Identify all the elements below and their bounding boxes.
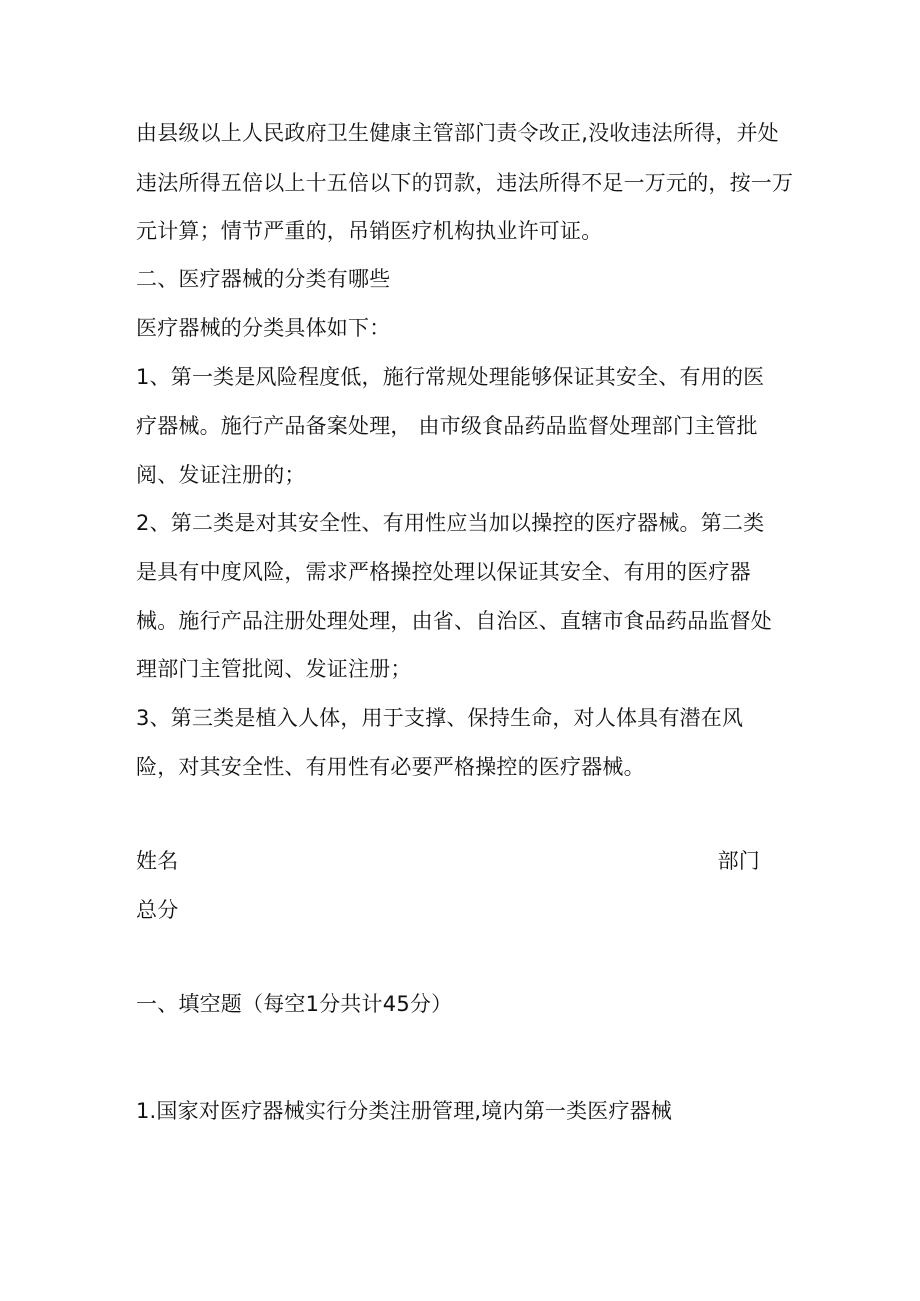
intro-line-3: 元计算；情节严重的，吊销医疗机构执业许可证。	[136, 219, 603, 243]
class-one-line-2: 疗器械。施行产品备案处理， 由市级食品药品监督处理部门主管批	[136, 414, 758, 438]
intro-line-2: 违法所得五倍以上十五倍以下的罚款，违法所得不足一万元的，按一万	[136, 171, 794, 195]
class-two-line-4: 理部门主管批阅、发证注册；	[136, 657, 412, 681]
section-two-heading: 二、医疗器械的分类有哪些	[136, 267, 391, 291]
name-label: 姓名	[136, 849, 179, 873]
class-two-line-3: 械。施行产品注册处理处理，由省、自治区、直辖市食品药品监督处	[136, 609, 772, 633]
intro-line-1: 由县级以上人民政府卫生健康主管部门责令改正,没收违法所得，并处	[136, 121, 779, 145]
department-label: 部门	[717, 849, 760, 873]
question-1: 1.国家对医疗器械实行分类注册管理,境内第一类医疗器械	[136, 1099, 673, 1123]
class-three-line-1: 3、第三类是植入人体，用于支撑、保持生命，对人体具有潜在风	[136, 706, 744, 730]
class-three-line-2: 险，对其安全性、有用性有必要严格操控的医疗器械。	[136, 755, 645, 779]
class-one-line-1: 1、第一类是风险程度低，施行常规处理能够保证其安全、有用的医	[136, 365, 765, 389]
fill-blank-heading: 一、填空题（每空1分共计45分）	[136, 992, 453, 1016]
total-score-label: 总分	[136, 898, 179, 922]
class-two-line-1: 2、第二类是对其安全性、有用性应当加以操控的医疗器械。第二类	[136, 511, 765, 535]
class-two-line-2: 是具有中度风险，需求严格操控处理以保证其安全、有用的医疗器	[136, 560, 751, 584]
class-one-line-3: 阅、发证注册的；	[136, 463, 306, 487]
section-two-intro: 医疗器械的分类具体如下：	[136, 316, 391, 340]
